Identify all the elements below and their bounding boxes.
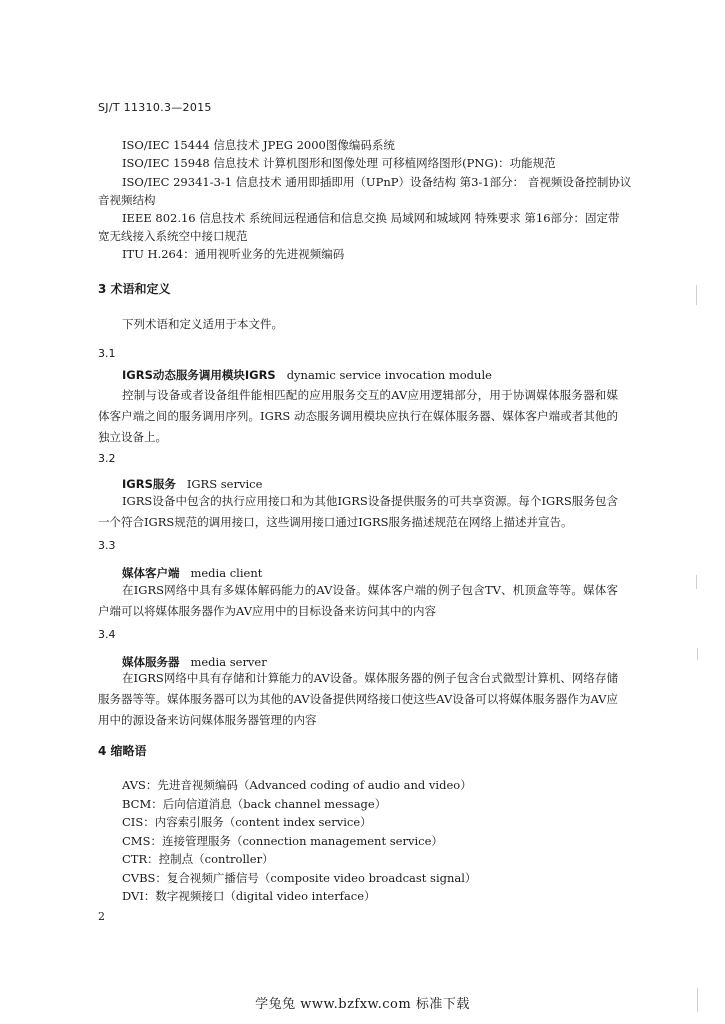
term-title bbox=[122, 367, 492, 383]
reference-item-continued: 音视频结构 bbox=[98, 193, 156, 207]
abbreviation-item: DVI：数字视频接口（digital video interface） bbox=[122, 889, 376, 903]
abbreviation-item: AVS：先进音视频编码（Advanced coding of audio and video） bbox=[122, 778, 472, 792]
term-en: dynamic service invocation module bbox=[286, 368, 492, 382]
section-heading-abbreviations: 4 缩略语 bbox=[98, 744, 147, 758]
abbreviation-item: BCM：后向信道消息（back channel message） bbox=[122, 797, 387, 811]
abbreviation-item: CMS：连接管理服务（connection management service） bbox=[122, 834, 443, 848]
term-number: 3.3 bbox=[98, 539, 116, 552]
reference-item: IEEE 802.16 信息技术 系统间远程通信和信息交换 局域网和城域网 特殊要求 第16部分：固定带 bbox=[122, 211, 620, 225]
reference-item: ISO/IEC 15444 信息技术 JPEG 2000图像编码系统 bbox=[122, 138, 395, 152]
abbreviation-item: CVBS：复合视频广播信号（composite video broadcast signal） bbox=[122, 871, 477, 885]
scan-edge-mark bbox=[697, 988, 698, 1012]
footer-watermark: 学兔兔 www.bzfxw.com 标准下载 bbox=[255, 997, 470, 1012]
term-number: 3.1 bbox=[98, 347, 116, 360]
document-code: SJ/T 11310.3—2015 bbox=[98, 101, 212, 114]
scan-edge-mark bbox=[696, 285, 697, 305]
section-intro: 下列术语和定义适用于本文件。 bbox=[122, 317, 283, 331]
abbreviation-item: CIS：内容索引服务（content index service） bbox=[122, 815, 372, 829]
scan-edge-mark bbox=[696, 575, 697, 589]
section-heading-terms: 3 术语和定义 bbox=[98, 282, 171, 296]
term-definition: 控制与设备或者设备组件能相匹配的应用服务交互的AV应用逻辑部分，用于协调媒体服务器和媒体客户端之间的服务调用序列。IGRS 动态服务调用模块应执行在媒体服务器、媒体客户端或者其他的独立设备上。 bbox=[98, 388, 618, 444]
reference-item-continued: 宽无线接入系统空中接口规范 bbox=[98, 229, 248, 243]
reference-item: ISO/IEC 29341-3-1 信息技术 通用即插即用（UPnP）设备结构 第3-1部分： 音视频设备控制协议 bbox=[122, 175, 632, 189]
term-title bbox=[122, 565, 262, 581]
term-definition: 在IGRS网络中具有多媒体解码能力的AV设备。媒体客户端的例子包含TV、机顶盒等等。媒体客户端可以将媒体服务器作为AV应用中的目标设备来访问其中的内容 bbox=[98, 583, 618, 618]
term-number: 3.4 bbox=[98, 628, 116, 641]
term-definition: IGRS设备中包含的执行应用接口和为其他IGRS设备提供服务的可共享资源。每个IGRS服务包含一个符合IGRS规范的调用接口，这些调用接口通过IGRS服务描述规范在网络上描述并宣告。 bbox=[98, 494, 618, 529]
term-zh: 媒体服务器 bbox=[122, 655, 180, 669]
term-definition: 在IGRS网络中具有存储和计算能力的AV设备。媒体服务器的例子包含台式微型计算机、网络存储服务器等等。媒体服务器可以为其他的AV设备提供网络接口使这些AV设备可以将媒体服务器作为AV应用中的源设备来访问媒体服务器管理的内容 bbox=[98, 671, 618, 727]
reference-item: ISO/IEC 15948 信息技术 计算机图形和图像处理 可移植网络图形(PNG)：功能规范 bbox=[122, 156, 556, 170]
abbreviation-item: CTR：控制点（controller） bbox=[122, 852, 274, 866]
page-number: 2 bbox=[98, 910, 105, 923]
term-title bbox=[122, 476, 262, 492]
term-zh: IGRS服务 bbox=[122, 477, 176, 491]
term-en: media client bbox=[190, 566, 263, 580]
term-en: media server bbox=[190, 655, 267, 669]
scan-edge-mark bbox=[697, 648, 698, 660]
term-en: IGRS service bbox=[186, 477, 263, 491]
term-zh: 媒体客户端 bbox=[122, 566, 180, 580]
reference-item: ITU H.264：通用视听业务的先进视频编码 bbox=[122, 247, 345, 261]
term-zh: IGRS动态服务调用模块IGRS bbox=[122, 368, 276, 382]
term-number: 3.2 bbox=[98, 452, 116, 465]
